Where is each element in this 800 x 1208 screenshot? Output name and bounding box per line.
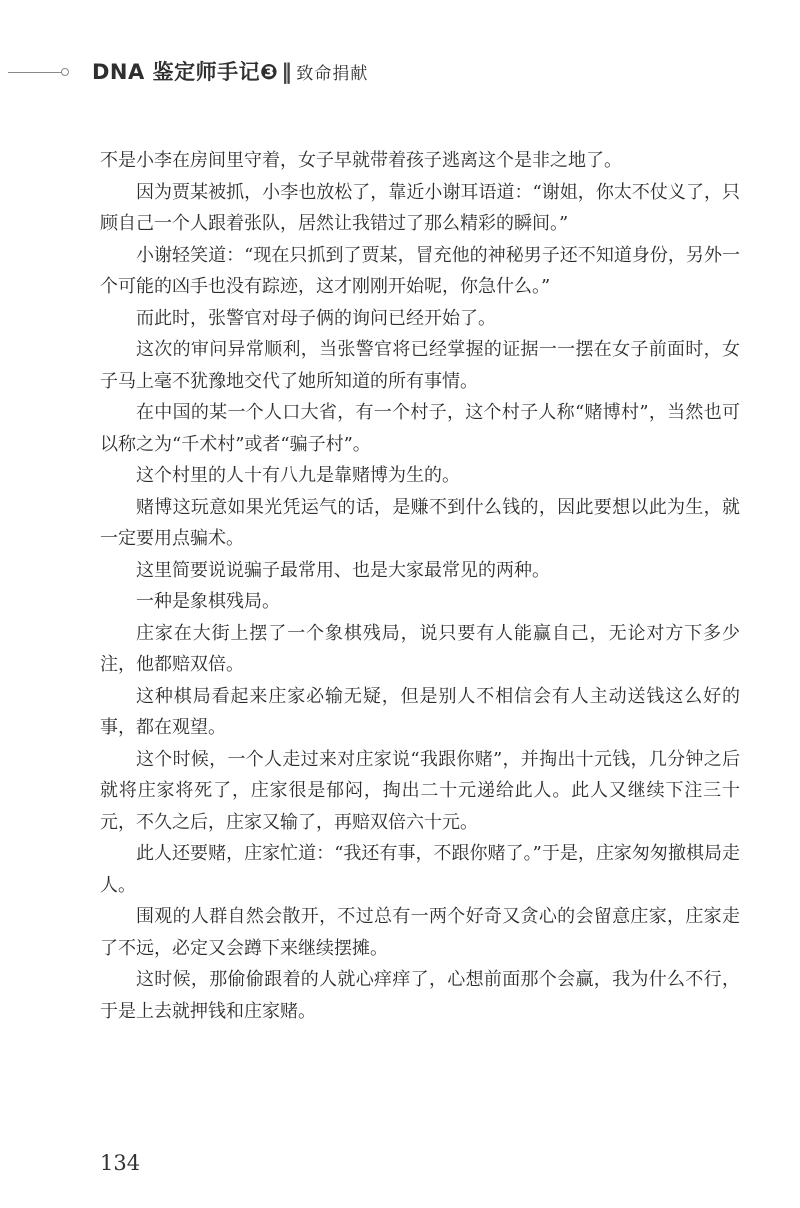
paragraph: 这个村里的人十有八九是靠赌博为生的。 bbox=[136, 465, 460, 486]
paragraph: 小谢轻笑道：“现在只抓到了贾某，冒充他的神秘男子还不知道身份，另外一个可能的凶手也没有踪迹，这才刚刚开始呢，你急什么。” bbox=[100, 244, 740, 297]
paragraph: 这里简要说说骗子最常用、也是大家最常见的两种。 bbox=[136, 559, 550, 581]
book-subtitle: 致命捐献 bbox=[296, 64, 369, 84]
paragraph: 这时候，那偷偷跟着的人就心痒痒了，心想前面那个会赢，我为什么不行，于是上去就押钱和庄家赌。 bbox=[100, 969, 740, 1022]
paragraph: 赌博这玩意如果光凭运气的话，是赚不到什么钱的，因此要想以此为生，就一定要用点骗术。 bbox=[100, 496, 740, 549]
paragraph: 在中国的某一个人口大省，有一个村子，这个村子人称“赌博村”，当然也可以称之为“千术村”或者“骗子村”。 bbox=[100, 402, 740, 455]
page-body bbox=[100, 145, 740, 1027]
book-title: DNA 鉴定师手记❸ bbox=[92, 60, 279, 84]
paragraph: 一种是象棋残局。 bbox=[136, 591, 280, 612]
paragraph: 此人还要赌，庄家忙道：“我还有事，不跟你赌了。”于是，庄家匆匆撤棋局走人。 bbox=[100, 843, 740, 896]
running-header bbox=[92, 56, 368, 86]
paragraph: 而此时，张警官对母子俩的询问已经开始了。 bbox=[136, 307, 496, 329]
paragraph: 这个时候，一个人走过来对庄家说“我跟你赌”，并掏出十元钱，几分钟之后就将庄家将死了，庄家很是郁闷，掏出二十元递给此人。此人又继续下注三十元，不久之后，庄家又输了，再赔双倍六十元。 bbox=[100, 748, 740, 833]
header-rule bbox=[8, 72, 62, 73]
page-number: 134 bbox=[100, 1151, 141, 1175]
paragraph: 这次的审问异常顺利，当张警官将已经掌握的证据一一摆在女子前面时，女子马上毫不犹豫地交代了她所知道的所有事情。 bbox=[100, 339, 740, 392]
paragraph: 围观的人群自然会散开，不过总有一两个好奇又贪心的会留意庄家，庄家走了不远，必定又会蹲下来继续摆摊。 bbox=[100, 906, 740, 959]
paragraph: 庄家在大街上摆了一个象棋残局，说只要有人能赢自己，无论对方下多少注，他都赔双倍。 bbox=[100, 622, 740, 675]
paragraph: 这种棋局看起来庄家必输无疑，但是别人不相信会有人主动送钱这么好的事，都在观望。 bbox=[100, 685, 740, 738]
paragraph: 因为贾某被抓，小李也放松了，靠近小谢耳语道：“谢姐，你太不仗义了，只顾自己一个人跟着张队，居然让我错过了那么精彩的瞬间。” bbox=[100, 181, 740, 234]
paragraph: 不是小李在房间里守着，女子早就带着孩子逃离这个是非之地了。 bbox=[100, 150, 622, 171]
header-separator: ‖ bbox=[281, 60, 293, 84]
header-rule-dot bbox=[61, 68, 69, 76]
